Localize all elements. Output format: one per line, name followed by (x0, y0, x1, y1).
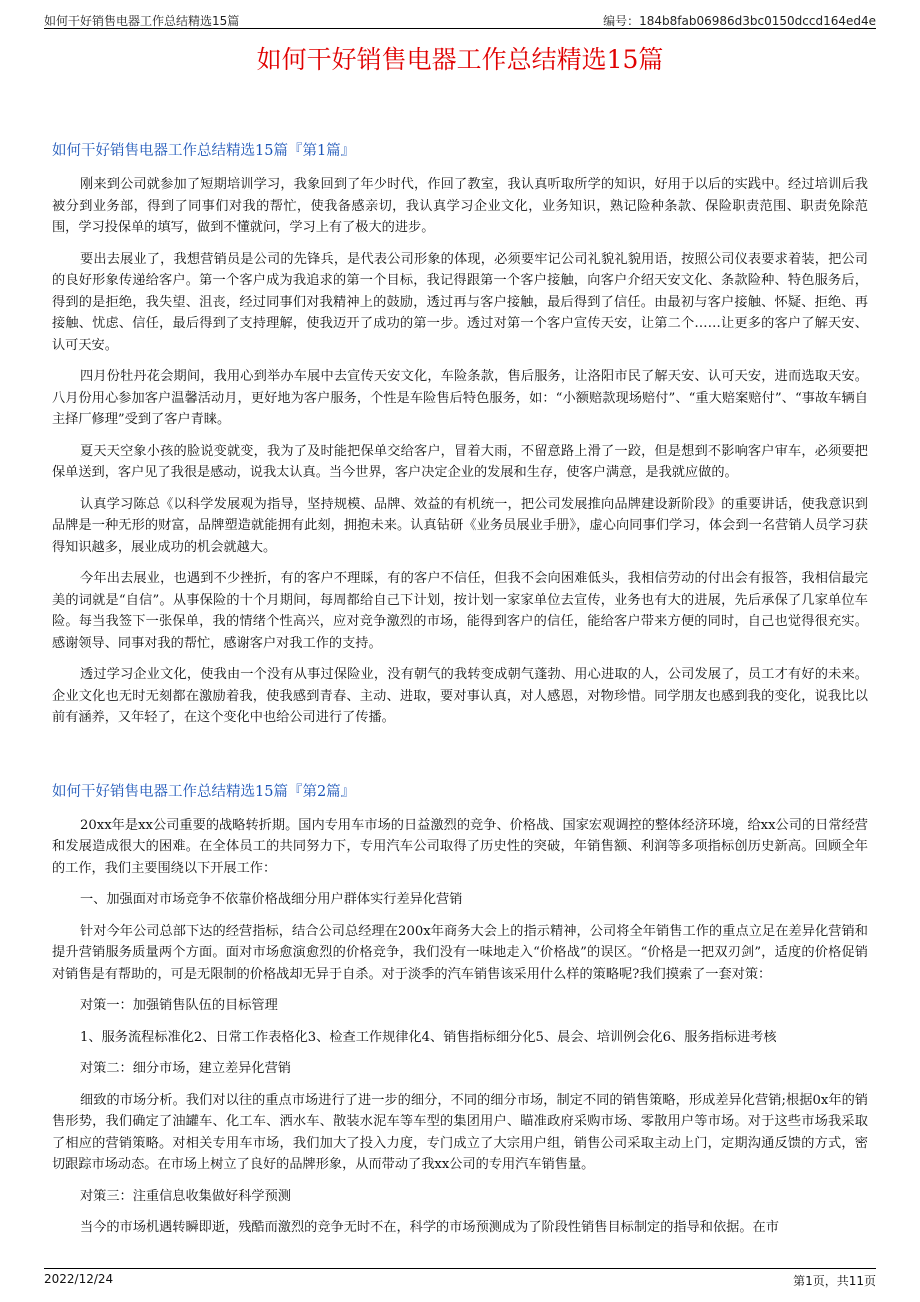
paragraph: 夏天天空象小孩的脸说变就变，我为了及时能把保单交给客户，冒着大雨，不留意路上滑了一跤，但是想到不影响客户审车，必须要把保单送到，客户见了我很是感动，说我太认真。当今世界，客户决定企业的发展和生存，使客户满意，是我就应做的。 (52, 443, 868, 480)
section-heading: 如何干好销售电器工作总结精选15篇『第1篇』 (52, 143, 356, 159)
paragraph: 对策一：加强销售队伍的目标管理 (80, 998, 278, 1013)
footer-date: 2022/12/24 (44, 1272, 114, 1286)
paragraph: 当今的市场机遇转瞬即逝，残酷而激烈的竞争无时不在，科学的市场预测成为了阶段性销售目标制定的指导和依据。在市 (80, 1220, 779, 1235)
section-heading: 如何干好销售电器工作总结精选15篇『第2篇』 (52, 783, 356, 800)
running-header (44, 10, 876, 29)
running-footer (44, 1268, 876, 1287)
paragraph: 要出去展业了，我想营销员是公司的先锋兵，是代表公司形象的体现，必须要牢记公司礼貌礼貌用语，按照公司仪表要求着装，把公司的良好形象传递给客户。第一个客户成为我追求的第一个目标，我记得跟第一个客户接触，向客户介绍天安文化、条款险种、特色服务后，得到的是拒绝，我失望、沮丧，经过同事们对我精神上的鼓励，透过再与客户接触，最后得到了信任。由最初与客户接触、怀疑、拒绝、再接触、忧虑、信任，最后得到了支持理解，使我迈开了成功的第一步。透过对第一个客户宣传天安，让第二个……让更多的客户了解天安、认可天安。 (52, 251, 868, 353)
paragraph: 针对今年公司总部下达的经营指标，结合公司总经理在200x年商务大会上的指示精神，公司将全年销售工作的重点立足在差异化营销和提升营销服务质量两个方面。面对市场愈演愈烈的价格竞争，我们没有一味地走入“价格战”的误区。“价格是一把双刃剑”，适度的价格促销对销售是有帮助的，可是无限制的价格战却无异于自杀。对于淡季的汽车销售该采用什么样的策略呢?我们摸索了一套对策： (52, 923, 868, 982)
paragraph: 对策三：注重信息收集做好科学预测 (80, 1188, 291, 1204)
paragraph: 对策二：细分市场，建立差异化营销 (80, 1061, 291, 1076)
paragraph: 一、加强面对市场竞争不依靠价格战细分用户群体实行差异化营销 (80, 892, 463, 907)
header-document-number: 编号：184b8fab06986d3bc0150dccd164ed4e (603, 14, 876, 28)
section-1 (52, 140, 868, 729)
paragraph: 今年出去展业，也遇到不少挫折，有的客户不理睬，有的客户不信任，但我不会向困难低头，我相信劳动的付出会有报答，我相信最完美的词就是“自信”。从事保险的十个月期间，每周都给自己下计划，按计划一家家单位去宣传，业务也有大的进展，先后承保了几家单位车险。每当我签下一张保单，我的情绪个性高兴，应对竞争激烈的市场，能得到客户的信任，能给客户带来方便的同时，自己也觉得很充实。感谢领导、同事对我的帮忙，感谢客户对我工作的支持。 (52, 571, 868, 651)
paragraph: 刚来到公司就参加了短期培训学习，我象回到了年少时代，作回了教室，我认真听取所学的知识，好用于以后的实践中。经过培训后我被分到业务部，得到了同事们对我的帮忙，使我备感亲切，我认真学习企业文化，业务知识，熟记险种条款、保险职责范围、职责免除范围，学习投保单的填写，做到不懂就问，学习上有了极大的进步。 (52, 177, 868, 235)
header-document-name: 如何干好销售电器工作总结精选15篇 (44, 14, 240, 28)
paragraph: 细致的市场分析。我们对以往的重点市场进行了进一步的细分，不同的细分市场，制定不同的销售策略，形成差异化营销;根据0x年的销售形势，我们确定了油罐车、化工车、洒水车、散装水泥车等车型的集团用户、瞄准政府采购市场、零散用户等市场。对于这些市场我采取了相应的营销策略。对相关专用车市场，我们加大了投入力度，专门成立了大宗用户组，销售公司采取主动上门，定期沟通反馈的方式，密切跟踪市场动态。在市场上树立了良好的品牌形象，从而带动了我xx公司的专用汽车销售量。 (52, 1092, 868, 1172)
paragraph: 认真学习陈总《以科学发展观为指导，坚持规模、品牌、效益的有机统一，把公司发展推向品牌建设新阶段》的重要讲话，使我意识到品牌是一种无形的财富，品牌塑造就能拥有此刻，拥抱未来。认真钻研《业务员展业手册》，虚心向同事们学习，体会到一名营销人员学习获得知识越多，展业成功的机会就越大。 (52, 496, 868, 555)
document-title: 如何干好销售电器工作总结精选15篇 (256, 45, 664, 74)
section-2 (52, 781, 868, 1239)
paragraph: 20xx年是xx公司重要的战略转折期。国内专用车市场的日益激烈的竞争、价格战、国家宏观调控的整体经济环境，给xx公司的日常经营和发展造成很大的困难。在全体员工的共同努力下，专用汽车公司取得了历史性的突破，年销售额、利润等多项指标创历史新高。回顾全年的工作，我们主要围绕以下开展工作： (52, 817, 868, 876)
footer-page-info: 第1页，共11页 (793, 1274, 876, 1288)
paragraph: 1、服务流程标准化2、日常工作表格化3、检查工作规律化4、销售指标细分化5、晨会、培训例会化6、服务指标进考核 (80, 1029, 777, 1045)
document-body (52, 140, 868, 1249)
paragraph: 四月份牡丹花会期间，我用心到举办车展中去宣传天安文化，车险条款，售后服务，让洛阳市民了解天安、认可天安，进而选取天安。八月份用心参加客户温馨活动月，更好地为客户服务，个性是车险售后特色服务，如：“小额赔款现场赔付”、“重大赔案赔付”、“事故车辆自主择厂修理”受到了客户青睐。 (52, 369, 868, 427)
paragraph: 透过学习企业文化，使我由一个没有从事过保险业，没有朝气的我转变成朝气蓬勃、用心进取的人，公司发展了，员工才有好的未来。企业文化也无时无刻都在激励着我，使我感到青春、主动、进取，要对事认真，对人感恩，对物珍惜。同学朋友也感到我的变化，说我比以前有涵养，又年轻了，在这个变化中也给公司进行了传播。 (52, 667, 868, 725)
